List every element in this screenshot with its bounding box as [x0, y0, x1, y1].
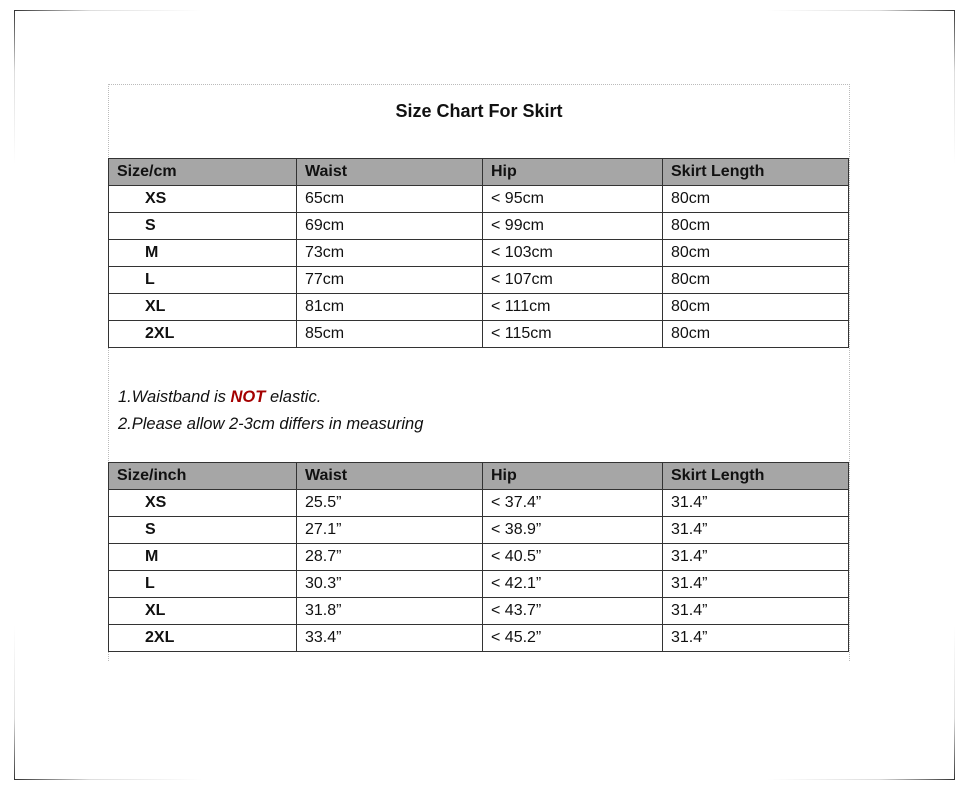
table-row	[109, 240, 849, 267]
cell-size: 2XL	[109, 625, 297, 652]
cell-skirt-length: 80cm	[663, 240, 849, 267]
cell-size: XL	[109, 294, 297, 321]
cell-skirt-length: 31.4”	[663, 517, 849, 544]
cell-skirt-length: 31.4”	[663, 571, 849, 598]
cell-skirt-length: 80cm	[663, 294, 849, 321]
frame-left-line	[14, 10, 15, 780]
table-row	[109, 490, 849, 517]
cell-waist: 69cm	[297, 213, 483, 240]
table-row	[109, 186, 849, 213]
chart-title: Size Chart For Skirt	[395, 101, 563, 121]
table-row	[109, 544, 849, 571]
cell-waist: 33.4”	[297, 625, 483, 652]
table-row	[109, 571, 849, 598]
size-table-inch	[108, 462, 849, 652]
note1-suffix: elastic.	[265, 388, 322, 406]
table-row	[109, 267, 849, 294]
frame-right-line	[954, 10, 955, 780]
table-header-row	[109, 159, 849, 186]
cell-skirt-length: 80cm	[663, 267, 849, 294]
cell-hip: < 99cm	[483, 213, 663, 240]
cell-hip: < 38.9”	[483, 517, 663, 544]
table-row	[109, 517, 849, 544]
cell-size: L	[109, 571, 297, 598]
cell-skirt-length: 80cm	[663, 321, 849, 348]
cell-hip: < 40.5”	[483, 544, 663, 571]
cell-hip: < 42.1”	[483, 571, 663, 598]
cell-waist: 25.5”	[297, 490, 483, 517]
cell-skirt-length: 31.4”	[663, 598, 849, 625]
cell-skirt-length: 31.4”	[663, 625, 849, 652]
cell-hip: < 107cm	[483, 267, 663, 294]
cell-skirt-length: 31.4”	[663, 490, 849, 517]
header-size: Size/inch	[109, 463, 297, 490]
header-waist: Waist	[297, 463, 483, 490]
frame-top-line	[14, 10, 955, 11]
header-hip: Hip	[483, 463, 663, 490]
note1-emphasis: NOT	[230, 388, 266, 406]
header-size: Size/cm	[109, 159, 297, 186]
cell-size: S	[109, 213, 297, 240]
cell-size: XS	[109, 186, 297, 213]
header-hip: Hip	[483, 159, 663, 186]
cell-hip: < 95cm	[483, 186, 663, 213]
size-table-cm	[108, 158, 849, 348]
cell-waist: 77cm	[297, 267, 483, 294]
cell-hip: < 111cm	[483, 294, 663, 321]
notes	[118, 384, 423, 438]
cell-waist: 28.7”	[297, 544, 483, 571]
header-skirt-length: Skirt Length	[663, 159, 849, 186]
frame-bottom-line	[14, 779, 955, 780]
cell-waist: 85cm	[297, 321, 483, 348]
cell-hip: < 37.4”	[483, 490, 663, 517]
header-skirt-length: Skirt Length	[663, 463, 849, 490]
note-waistband	[118, 384, 423, 411]
cell-waist: 65cm	[297, 186, 483, 213]
cell-skirt-length: 80cm	[663, 213, 849, 240]
table-header-row	[109, 463, 849, 490]
cell-hip: < 45.2”	[483, 625, 663, 652]
header-waist: Waist	[297, 159, 483, 186]
cell-waist: 30.3”	[297, 571, 483, 598]
cell-hip: < 43.7”	[483, 598, 663, 625]
table-row	[109, 321, 849, 348]
table-row	[109, 625, 849, 652]
cell-waist: 27.1”	[297, 517, 483, 544]
cell-waist: 81cm	[297, 294, 483, 321]
cell-size: L	[109, 267, 297, 294]
table-row	[109, 213, 849, 240]
cell-size: M	[109, 240, 297, 267]
cell-size: M	[109, 544, 297, 571]
table-row	[109, 598, 849, 625]
cell-hip: < 103cm	[483, 240, 663, 267]
note-measuring: 2.Please allow 2-3cm differs in measuring	[118, 415, 424, 433]
cell-size: 2XL	[109, 321, 297, 348]
cell-waist: 31.8”	[297, 598, 483, 625]
cell-size: XL	[109, 598, 297, 625]
note1-prefix: 1.Waistband is	[118, 388, 231, 406]
cell-hip: < 115cm	[483, 321, 663, 348]
cell-skirt-length: 80cm	[663, 186, 849, 213]
table-row	[109, 294, 849, 321]
cell-size: XS	[109, 490, 297, 517]
cell-waist: 73cm	[297, 240, 483, 267]
cell-size: S	[109, 517, 297, 544]
cell-skirt-length: 31.4”	[663, 544, 849, 571]
